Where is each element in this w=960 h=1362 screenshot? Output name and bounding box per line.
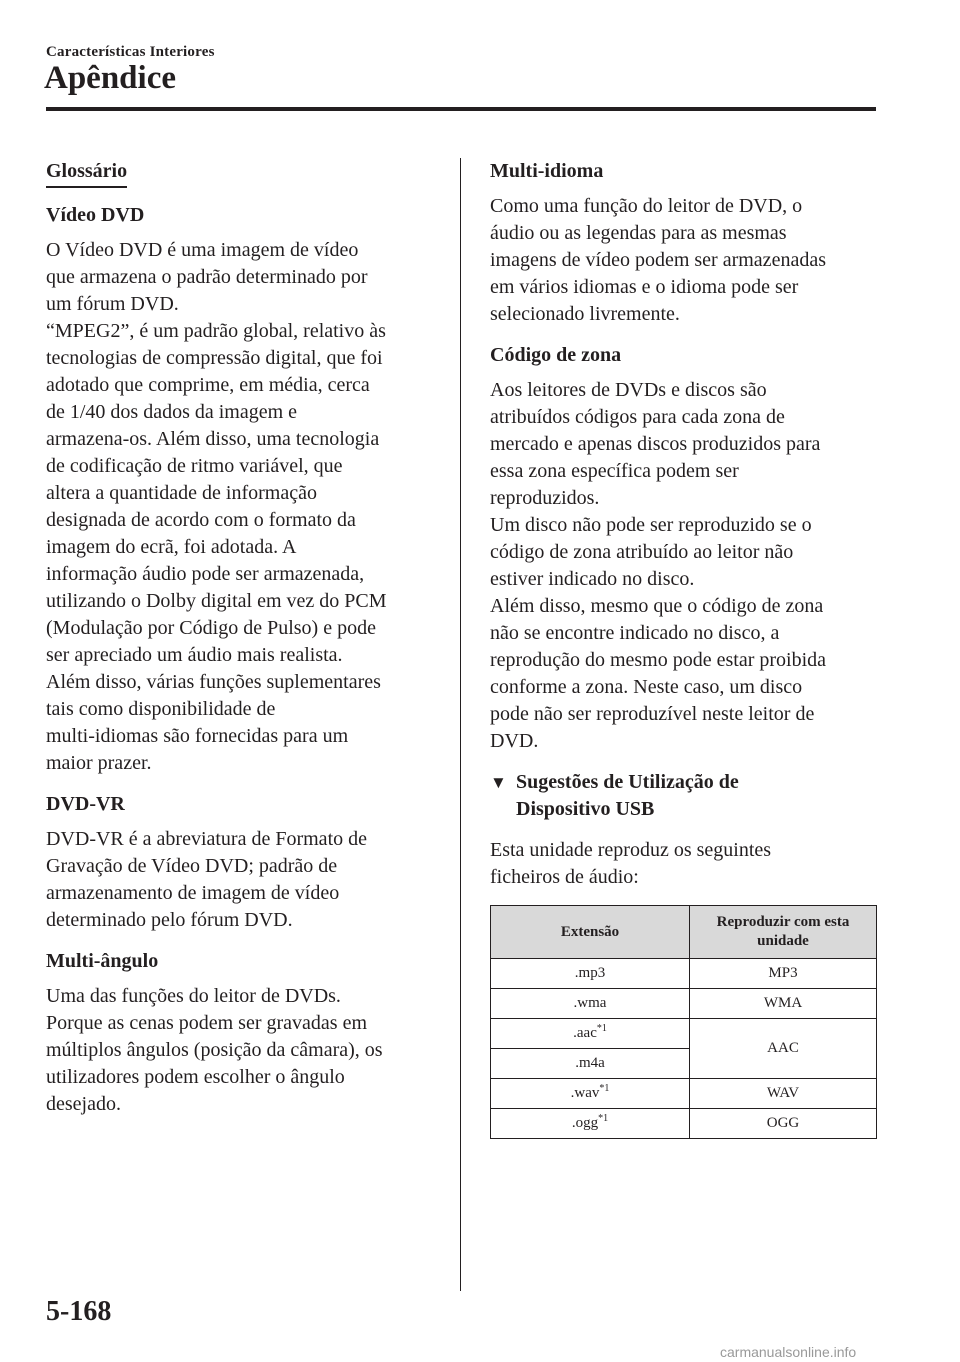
table-header-row — [491, 906, 877, 959]
watermark: carmanualsonline.info — [720, 1344, 857, 1360]
footnote-marker: *1 — [596, 1023, 607, 1034]
dvd-video-text: O Vídeo DVD é uma imagem de vídeo que armazena o padrão determinado por um fórum DVD. “MPEG2”, é um padrão global, relativo às tecnologias de compressão digital, que foi adotado que comprime, em média, cerca de 1/40 dos dados da imagem e armazena-os. Além disso, uma tecnologia de codificação de ritmo variável, que altera a quantidade de informação designada de acordo com o formato da imagem do ecrã, foi adotada. A informação áudio pode ser armazenada, utilizando o Dolby digital em vez do PCM (Modulação por Código de Pulso) e pode ser apreciado um áudio mais realista. Além disso, várias funções suplementares tais como disponibilidade de multi-idiomas são fornecidas para um maior prazer. — [46, 239, 387, 774]
region-code-heading: Código de zona — [490, 344, 622, 366]
page-number: 5-168 — [46, 1296, 112, 1327]
table-cell-format: WMA — [690, 989, 877, 1019]
table-row — [491, 1109, 877, 1139]
usb-tips-title: Sugestões de Utilização de Dispositivo USB — [516, 771, 739, 820]
header-divider — [46, 107, 876, 111]
multi-angle-heading: Multi-ângulo — [46, 950, 159, 972]
table-cell-extension: .wav$^{*1}$ — [491, 1079, 690, 1109]
table-cell-format: MP3 — [690, 959, 877, 989]
glossary-heading: Glossário — [46, 158, 127, 188]
dvd-video-heading: Vídeo DVD — [46, 204, 145, 226]
multi-language-text: Como uma função do leitor de DVD, o áudio ou as legendas para as mesmas imagens de vídeo podem ser armazenadas em vários idiomas e o idioma pode ser selecionado livremente. — [490, 195, 826, 325]
table-row — [491, 989, 877, 1019]
table-cell-extension: .aac$^{*1}$ — [491, 1019, 690, 1049]
table-cell-extension: .wma — [491, 989, 690, 1019]
footnote-marker: *1 — [598, 1113, 609, 1124]
region-code-text: Aos leitores de DVDs e discos são atribuídos códigos para cada zona de mercado e apenas discos produzidos para essa zona específica podem ser reproduzidos. Um disco não pode ser reproduzido se o código de zona atribuído ao leitor não estiver indicado no disco. Além disso, mesmo que o código de zona não se encontre indicado no disco, a reprodução do mesmo pode estar proibida conforme a zona. Neste caso, um disco pode não ser reproduzível neste leitor de DVD. — [490, 379, 827, 752]
multi-angle-text: Uma das funções do leitor de DVDs. Porque as cenas podem ser gravadas em múltiplos ângulos (posição da câmara), os utilizadores podem escolher o ângulo desejado. — [46, 985, 383, 1115]
dvd-vr-heading: DVD-VR — [46, 793, 125, 815]
usb-tips-text: Esta unidade reproduz os seguintes ficheiros de áudio: — [490, 839, 772, 888]
table-cell-extension: .ogg$^{*1}$ — [491, 1109, 690, 1139]
multi-language-heading: Multi-idioma — [490, 160, 604, 182]
section-label: Características Interiores — [46, 44, 215, 60]
triangle-down-icon: ▼ — [490, 773, 507, 792]
table-row — [491, 959, 877, 989]
table-cell-format: WAV — [690, 1079, 877, 1109]
column-divider — [460, 158, 461, 1291]
table-header-playback: Reproduzir com esta unidade — [690, 906, 877, 959]
page-title: Apêndice — [44, 60, 176, 96]
table-header-extension: Extensão — [491, 906, 690, 959]
table-row — [491, 1079, 877, 1109]
usb-tips-heading — [490, 769, 880, 823]
table-cell-format: OGG — [690, 1109, 877, 1139]
table-cell-extension: .mp3 — [491, 959, 690, 989]
table-cell-format: AAC — [690, 1019, 877, 1079]
footnote-marker: *1 — [599, 1083, 610, 1094]
right-column — [490, 158, 880, 1139]
table-row — [491, 1019, 877, 1049]
left-column — [46, 158, 441, 1132]
table-cell-extension: .m4a — [491, 1049, 690, 1079]
dvd-vr-text: DVD-VR é a abreviatura de Formato de Gravação de Vídeo DVD; padrão de armazenamento de imagem de vídeo determinado pelo fórum DVD. — [46, 828, 367, 931]
audio-format-table — [490, 905, 877, 1139]
